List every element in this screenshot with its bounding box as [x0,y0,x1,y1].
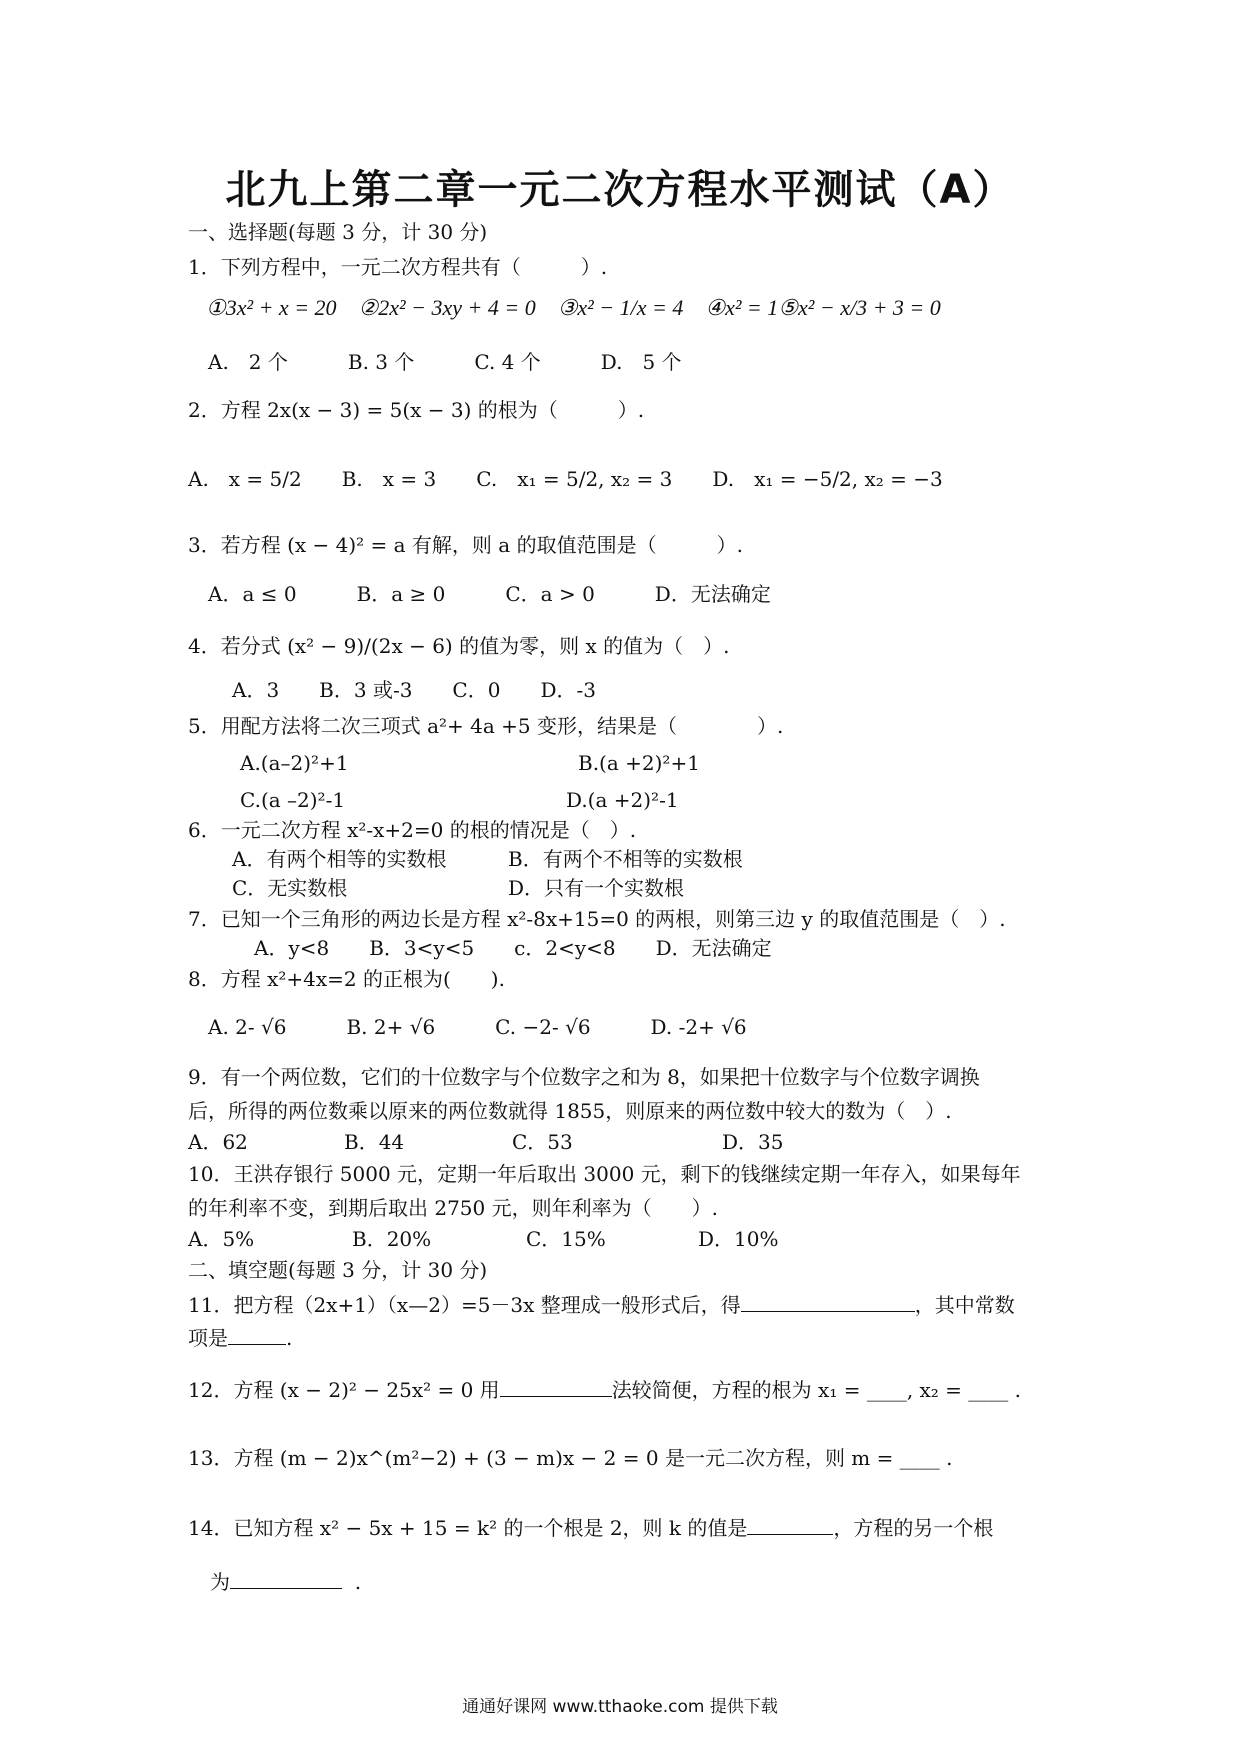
q12-text-2: 法较简便，方程的根为 x₁ = ____, x₂ = ____ . [611,1378,1022,1402]
q13-line: 13．方程 (m − 2)x^(m²−2) + (3 − m)x − 2 = 0 是一元二次方程，则 m = ____ . [188,1446,953,1470]
q12-line [188,1374,1021,1404]
q9-option-c: C．53 [512,1130,573,1154]
q1-formulas: ①3x² + x = 20 ②2x² − 3xy + 4 = 0 ③x² − 1/x = 4 ④x² = 1⑤x² − x/3 + 3 = 0 [206,295,941,320]
q9-option-b: B．44 [344,1130,405,1154]
q2-stem: 2．方程 2x(x − 3) = 5(x − 3) 的根为（ ）. [188,398,645,422]
q9-line-2: 后，所得的两位数乘以原来的两位数就得 1855，则原来的两位数中较大的数为（ ）. [188,1099,952,1123]
q7-options: A．y<8 B．3<y<5 c．2<y<8 D．无法确定 [254,936,772,960]
q10-line-2: 的年利率不变，到期后取出 2750 元，则年利率为（ ）. [188,1196,718,1220]
q6-option-b: B．有两个不相等的实数根 [508,847,743,871]
q5-option-a: A.(a–2)²+1 [240,751,349,775]
q8-options: A. 2- √6 B. 2+ √6 C. −2- √6 D. -2+ √6 [208,1015,747,1039]
q11-text-2: ，其中常数 [914,1293,1015,1317]
q7-stem: 7．已知一个三角形的两边长是方程 x²-8x+15=0 的两根，则第三边 y 的取值范围是（ ）. [188,907,1006,931]
q14-line-1 [188,1512,993,1542]
q5-option-c: C.(a –2)²-1 [240,788,346,812]
q3-options: A．a ≤ 0 B．a ≥ 0 C．a > 0 D．无法确定 [208,582,771,606]
footer-source: 通通好课网 www.tthaoke.com 提供下载 [462,1697,778,1717]
q11-answer-blank-1[interactable] [741,1289,915,1312]
q1-options: A. 2 个 B. 3 个 C. 4 个 D. 5 个 [208,350,682,374]
q4-stem: 4．若分式 (x² − 9)/(2x − 6) 的值为零，则 x 的值为（ ）. [188,634,730,658]
q11-line-2 [188,1322,292,1352]
q9-line-1: 9．有一个两位数，它们的十位数字与个位数字之和为 8，如果把十位数字与个位数字调换 [188,1065,980,1089]
q10-option-a: A．5% [188,1227,255,1251]
q12-text-1: 12．方程 (x − 2)² − 25x² = 0 用 [188,1378,500,1402]
page-title: 北九上第二章一元二次方程水平测试（A） [225,167,1015,213]
q14-text-3: 为 [210,1570,230,1594]
q14-answer-blank-1[interactable] [747,1512,833,1535]
q10-option-c: C．15% [526,1227,606,1251]
q3-stem: 3．若方程 (x − 4)² = a 有解，则 a 的取值范围是（ ）. [188,533,743,557]
q6-option-c: C．无实数根 [232,876,348,900]
q14-answer-blank-2[interactable] [230,1566,342,1589]
q14-text-2: ，方程的另一个根 [833,1516,994,1540]
q11-text-4: . [286,1326,293,1350]
q6-option-a: A．有两个相等的实数根 [232,847,447,871]
q4-options: A．3 B．3 或-3 C．0 D．-3 [232,678,596,702]
q14-text-1: 14．已知方程 x² − 5x + 15 = k² 的一个根是 2，则 k 的值是 [188,1516,748,1540]
q10-line-1: 10．王洪存银行 5000 元，定期一年后取出 3000 元，剩下的钱继续定期一年存入，如果每年 [188,1162,1021,1186]
q5-option-d: D.(a +2)²-1 [566,788,679,812]
q11-text-1: 11．把方程（2x+1）（x—2）=5－3x 整理成一般形式后，得 [188,1293,741,1317]
section-heading-choice: 一、选择题(每题 3 分，计 30 分) [188,220,488,244]
section-heading-fill: 二、填空题(每题 3 分，计 30 分) [188,1258,488,1282]
q11-text-3: 项是 [188,1326,228,1350]
q9-option-a: A．62 [188,1130,248,1154]
q10-option-b: B．20% [352,1227,432,1251]
q10-option-d: D．10% [698,1227,779,1251]
q14-text-4: . [354,1570,362,1594]
q5-stem: 5．用配方法将二次三项式 a²+ 4a +5 变形，结果是（ ）. [188,714,784,738]
q11-line-1 [188,1289,1015,1319]
q2-options: A. x = 5/2 B. x = 3 C. x₁ = 5/2, x₂ = 3 D. x₁ = −5/2, x₂ = −3 [188,467,943,491]
q6-option-d: D．只有一个实数根 [508,876,685,900]
q11-answer-blank-2[interactable] [228,1322,286,1345]
q12-answer-blank[interactable] [500,1374,612,1397]
q8-stem: 8．方程 x²+4x=2 的正根为( ). [188,967,505,991]
q9-option-d: D．35 [722,1130,784,1154]
q14-line-2 [210,1566,361,1596]
q5-option-b: B.(a +2)²+1 [578,751,700,775]
q1-stem: 1．下列方程中，一元二次方程共有（ ）. [188,255,608,279]
q6-stem: 6．一元二次方程 x²-x+2=0 的根的情况是（ ）. [188,818,637,842]
